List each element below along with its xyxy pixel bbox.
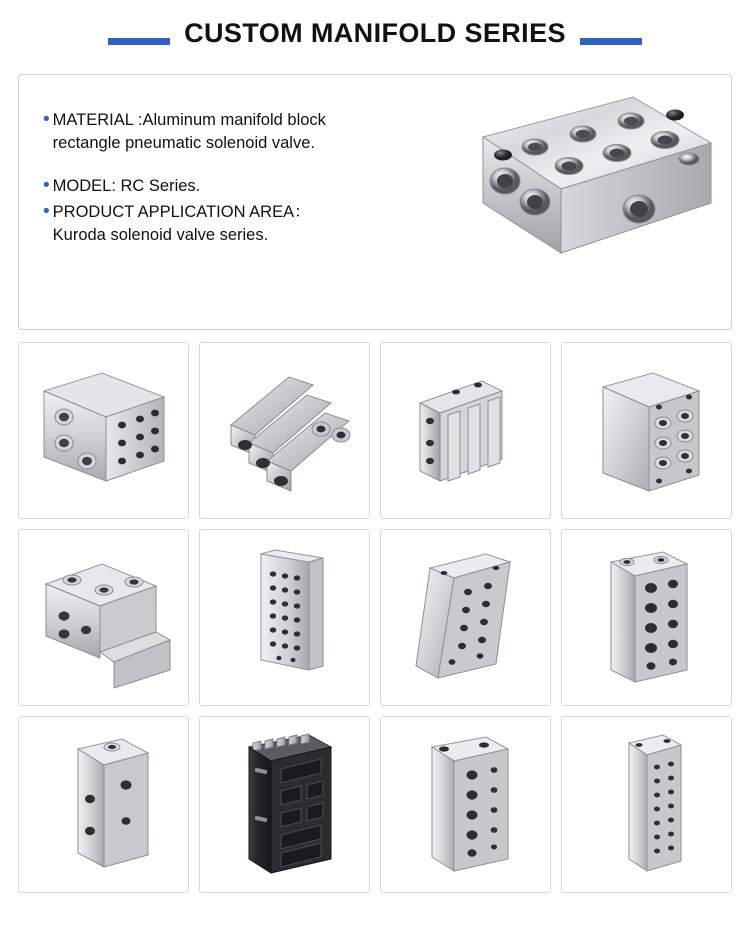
bullet-line-2: Kuroda solenoid valve series. [52, 226, 269, 245]
gallery-image [562, 343, 731, 518]
bullet-line-2: rectangle pneumatic solenoid valve. [52, 133, 315, 152]
gallery-cell[interactable] [561, 342, 732, 519]
gallery-image [381, 530, 550, 705]
info-panel [18, 74, 732, 330]
bullet-dot-icon: • [43, 109, 50, 130]
slim-bored-plate-illustration [386, 725, 546, 885]
gallery-cell[interactable] [380, 342, 551, 519]
bullet-item [43, 109, 439, 155]
gallery-image [19, 530, 188, 705]
black-valve-assembly-illustration [205, 725, 365, 885]
stepped-manifold-block-illustration [24, 538, 184, 698]
page-header [0, 0, 750, 66]
spacer [43, 159, 439, 175]
gallery-cell[interactable] [199, 716, 370, 893]
gallery-cell[interactable] [18, 529, 189, 706]
extruded-profiles-illustration [205, 351, 365, 511]
tall-bored-block-illustration [567, 538, 727, 698]
gallery-image [200, 343, 369, 518]
small-port-block-illustration [24, 725, 184, 885]
product-gallery-grid [18, 342, 732, 893]
bullet-text [53, 201, 439, 247]
gallery-image [562, 717, 731, 892]
gallery-cell[interactable] [199, 529, 370, 706]
gallery-image [19, 717, 188, 892]
gallery-cell[interactable] [199, 342, 370, 519]
gallery-image [562, 530, 731, 705]
gallery-cell[interactable] [380, 716, 551, 893]
bullet-item [43, 175, 439, 198]
gallery-cell[interactable] [561, 716, 732, 893]
manifold-block-illustration [443, 85, 731, 315]
gallery-image [200, 717, 369, 892]
gallery-cell[interactable] [380, 529, 551, 706]
manifold-square-block-illustration [24, 351, 184, 511]
ribbed-manifold-bar-illustration [386, 351, 546, 511]
gallery-cell[interactable] [18, 342, 189, 519]
bullet-dot-icon: • [43, 174, 50, 196]
perforated-plate-illustration [205, 538, 365, 698]
info-text-block [19, 75, 439, 329]
bullet-item [43, 201, 439, 247]
gallery-cell[interactable] [18, 716, 189, 893]
bullet-text [53, 109, 439, 155]
bullet-line-1: PRODUCT APPLICATION AREA： [52, 203, 311, 222]
bullet-dot-icon: • [43, 201, 50, 223]
page-title: CUSTOM MANIFOLD SERIES [170, 18, 580, 49]
gallery-cell[interactable] [561, 529, 732, 706]
bullet-line-1: MATERIAL :Aluminum manifold block [52, 111, 326, 129]
gallery-image [19, 343, 188, 518]
angled-drilled-plate-illustration [386, 538, 546, 698]
gallery-image [200, 530, 369, 705]
gallery-image [381, 343, 550, 518]
bullet-text: MODEL: RC Series. [52, 176, 201, 195]
narrow-manifold-strip-illustration [567, 725, 727, 885]
counterbored-plate-illustration [567, 351, 727, 511]
hero-product-image [439, 75, 731, 329]
gallery-image [381, 717, 550, 892]
